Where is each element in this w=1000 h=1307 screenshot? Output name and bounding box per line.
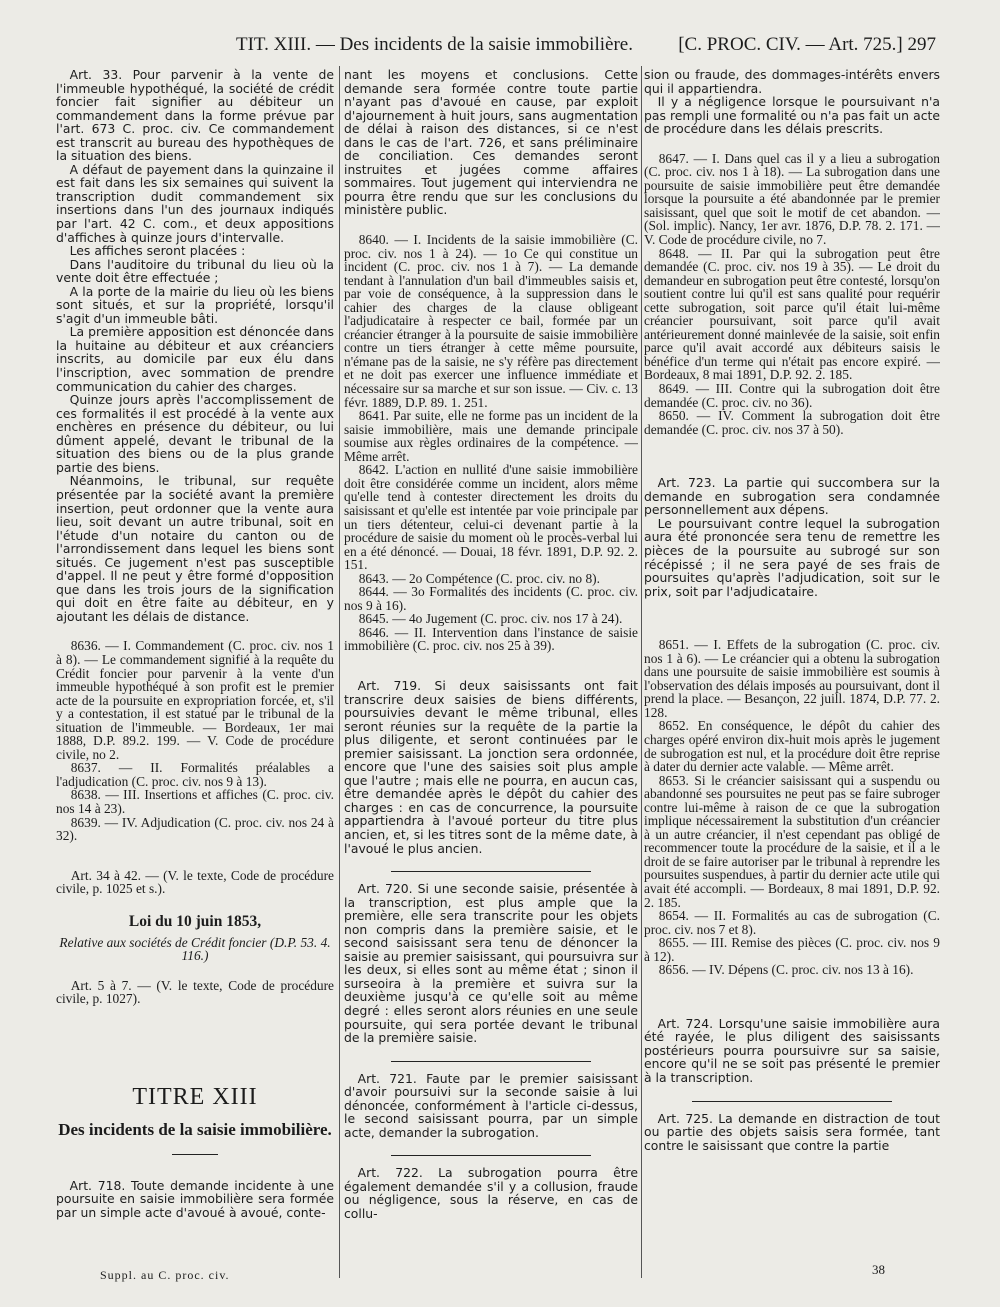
- note-8641: 8641. Par suite, elle ne forme pas un incident de la saisie immobilière, mais une demande principale soumise aux règles ordinaires de la compétence. — Même arrêt.: [344, 408, 638, 464]
- title-heading: TITRE XIII: [132, 1083, 258, 1110]
- paragraph-continued: nant les moyens et conclusions. Cette demande sera formée contre toute partie n'ayant pas d'avoué en cause, par exploit d'ajournement à huit jours, sans augmentation de délai à raison des distances, si ce n'est dans le cas de l'art. 726, et sans préliminaire de conciliation. Ces demandes seront instruites et jugées comme affaires sommaires. Tout jugement qui interviendra ne pourra être rendu que sur les conclusions du ministère public.: [344, 68, 638, 218]
- paragraph: A la porte de la mairie du lieu où les biens sont situés, et sur la propriété, lorsqu'il s'agit d'un immeuble bâti.: [56, 283, 334, 326]
- note-8643: 8643. — 2o Compétence (C. proc. civ. no 8).: [358, 570, 600, 586]
- column-divider: [641, 66, 642, 1278]
- note-8646: 8646. — II. Intervention dans l'instance de saisie immobilière (C. proc. civ. nos 25 à 39).: [344, 624, 638, 654]
- note-8652: 8652. En conséquence, le dépôt du cahier des charges opéré environ dix-huit mois après le jugement de subrogation est nul, et la procédure doit être reprise à dater du dernier acte valable. — Même arrêt.: [644, 718, 940, 775]
- title-subheading: Des incidents de la saisie immobilière.: [58, 1119, 332, 1139]
- paragraph-art-722: Art. 722. La subrogation pourra être également demandée s'il y a collusion, fraude ou négligence, sous la réserve, en cas de collu-: [344, 1165, 638, 1222]
- paragraph: La première apposition est dénoncée dans la huitaine au débiteur et aux créanciers inscrits, au domicile par eux élu dans l'inscription, avec sommation de prendre communication du cahier des charges.: [56, 324, 334, 394]
- header-title: TIT. XIII. — Des incidents de la saisie immobilière.: [236, 34, 633, 55]
- paragraph: Il y a négligence lorsque le poursuivant n'a pas rempli une formalité ou n'a pas fait un acte de procédure dans les délais prescrits.: [644, 94, 940, 137]
- paragraph-art-724: Art. 724. Lorsqu'une saisie immobilière aura été rayée, le plus diligent des saisissants postérieurs pourra poursuivre sur sa saisie, encore qu'il ne se soit pas présenté le premier à la transcription.: [644, 1015, 940, 1085]
- paragraph: A défaut de payement dans la quinzaine il est fait dans les six semaines qui suivent la transcription dudit commandement six insertions dans l'un des journaux indiqués par l'art. 42 C. com., et deux appositions d'affiches à quinze jours d'intervalle.: [56, 161, 334, 245]
- paragraph-art-723: Art. 723. La partie qui succombera sur la demande en subrogation sera condamnée personnellement aux dépens.: [644, 475, 940, 518]
- footer-sheet-number: 38: [872, 1262, 885, 1277]
- paragraph: Néanmoins, le tribunal, sur requête présentée par la société avant la première insertion, peut ordonner que la vente aura lieu, soit devant un autre tribunal, soit en l'étude d'un notaire du canton ou de l'arrondissement dans lequel les biens sont situés. Ce jugement n'est pas susceptible d'appel. Il ne peut y être formé d'opposition que dans les trois jours de la signification qui doit en être faite au débiteur, en y ajoutant les délais de distance.: [56, 473, 334, 624]
- footer-signature: Suppl. au C. proc. civ.: [100, 1268, 230, 1282]
- paragraph: Les affiches seront placées :: [69, 243, 246, 259]
- paragraph-art-725: Art. 725. La demande en distraction de tout ou partie des objets saisis sera formée, tant contre le saisissant que contre la partie: [644, 1110, 940, 1153]
- note-8644: 8644. — 3o Formalités des incidents (C. proc. civ. nos 9 à 16).: [344, 584, 638, 613]
- paragraph: Le poursuivant contre lequel la subrogation aura été prononcée sera tenu de remettre les pièces de la poursuite au subrogé sur son récépissé ; il ne sera payé de ses frais de poursuites qu'après l'adjudication, soit sur le prix, soit par l'adjudicataire.: [644, 515, 940, 599]
- paragraph-continued: sion ou fraude, des dommages-intérêts envers qui il appartiendra.: [644, 68, 940, 96]
- paragraph-art-719: Art. 719. Si deux saisissants ont fait transcrire deux saisies de biens différents, poursuivies devant le même tribunal, elles seront réunies sur la requête de la partie la plus diligente, et seront continuées par le premier saisissant. La jonction sera ordonnée, encore que l'une des saisies soit plus ample que l'autre ; mais elle ne pourra, en aucun cas, être demandée après le dépôt du cahier des charges : en cas de concurrence, la poursuite appartiendra à l'avoué porteur du titre plus ancien, et, si les titres sont de la même date, à l'avoué le plus ancien.: [344, 677, 638, 856]
- column-divider: [339, 66, 340, 1278]
- note-8654: 8654. — II. Formalités au cas de subrogation (C. proc. civ. nos 7 et 8).: [644, 908, 940, 937]
- running-header: [0, 34, 1000, 60]
- paragraph-art-720: Art. 720. Si une seconde saisie, présentée à la transcription, est plus ample que la première, elle sera transcrite pour les objets non compris dans la première saisie, et le second saisissant sera tenu de dénoncer la saisie au premier saisissant, qui poursuivra sur les deux, si elles sont au même état ; sinon il surseoira à la première et suivra sur la deuxième jusqu'à ce qu'elle soit au même degré : elles seront alors réunies en une seule poursuite, qui sera portée devant le tribunal de la première saisie.: [344, 881, 638, 1046]
- note-8636: 8636. — I. Commandement (C. proc. civ. nos 1 à 8). — Le commandement signifié à la requête du Crédit foncier pour parvenir à la vente d'un immeuble hypothéqué à son profit est le premier acte de la poursuite en expropriation forcée, et, s'il y a contestation, il est statué par le tribunal de la situation de l'immeuble. — Bordeaux, 1er mai 1888, D.P. 89.2. 199. — V. Code de procédure civile, no 2.: [56, 638, 334, 762]
- paragraph-art-718: Art. 718. Toute demande incidente à une poursuite en saisie immobilière sera formée par un simple acte d'avoué à avoué, conte-: [56, 1177, 334, 1220]
- note-8650: 8650. — IV. Comment la subrogation doit être demandée (C. proc. civ. nos 37 à 50).: [644, 408, 940, 437]
- paragraph-art-33: Art. 33. Pour parvenir à la vente de l'immeuble hypothéqué, la société de crédit foncier fait signifier au débiteur un commandement dans la forme prévue par l'art. 673 C. proc. civ. Ce commandement est transcrit au bureau des hypothèques de la situation des biens.: [56, 68, 334, 164]
- note-8653: 8653. Si le créancier saisissant qui a suspendu ou abandonné ses poursuites ne peut pas se faire subroger contre lui-même à raison de ce que la subrogation implique nécessairement la substitution d'un créancier à un autre créancier, il n'est cependant pas obligé de recommencer toute la procédure de la saisie, et il a le droit de se faire autoriser par le tribunal à reprendre les poursuites suspendues, à partir du dernier acte utile qui avait été accompli. — Bordeaux, 8 mai 1891, D.P. 92. 2. 185.: [644, 772, 940, 910]
- note-8648: 8648. — II. Par qui la subrogation peut être demandée (C. proc. civ. nos 19 à 35). — Le droit du demandeur en subrogation peut être contesté, lorsqu'on soutient contre lui qu'il est sans qualité pour requérir cette subrogation, soit parce qu'il était lui-même créancier poursuivant, soit parce qu'il avait antérieurement donné mainlevée de la saisie, soit enfin parce qu'il avait accordé aux débiteurs saisis le bénéfice d'un terme qui n'était pas encore expiré. — Bordeaux, 8 mai 1891, D.P. 92. 2. 185.: [644, 245, 940, 383]
- note-8651: 8651. — I. Effets de la subrogation (C. proc. civ. nos 1 à 6). — Le créancier qui a obtenu la subrogation dans une poursuite de saisie immobilière est soumis à l'observation des délais imposés au poursuivant, dont il prend la place. — Besançon, 22 juill. 1874, D.P. 77. 2. 128.: [644, 637, 940, 720]
- paragraph: Dans l'auditoire du tribunal du lieu où la vente doit être effectuée ;: [56, 256, 334, 286]
- note-8649: 8649. — III. Contre qui la subrogation doit être demandée (C. proc. civ. no 36).: [644, 381, 940, 410]
- paragraph: Quinze jours après l'accomplissement de ces formalités il est procédé à la vente aux enchères en présence du débiteur, ou lui dûment appelé, devant le tribunal de la situation des biens ou de la plus grande partie des biens.: [56, 392, 334, 475]
- note-8645: 8645. — 4o Jugement (C. proc. civ. nos 17 à 24).: [358, 611, 623, 627]
- column-left: [56, 68, 334, 1273]
- note-8638: 8638. — III. Insertions et affiches (C. proc. civ. nos 14 à 23).: [56, 787, 334, 816]
- law-title: Loi du 10 juin 1853,: [128, 912, 262, 930]
- note-8640: 8640. — I. Incidents de la saisie immobilière (C. proc. civ. nos 1 à 24). — 1o Ce qui constitue un incident (C. proc. civ. nos 1 à 7). — La demande tendant à l'annulation d'un bail d'immeubles saisis et, par voie de conséquence, à la suppression dans le cahier des charges de la clause obligeant l'adjudicataire à respecter ce bail, formée par un créancier étranger à la poursuite de saisie immobilière contre un tiers étranger à cette même poursuite, n'émane pas de la saisie, ne s'y réfère pas directement et ne doit pas exercer une influence immédiate et nécessaire sur sa marche et sur son issue. — Civ. c. 13 févr. 1889, D.P. 89. 1. 251.: [344, 232, 638, 410]
- paragraph-art-34-42: Art. 34 à 42. — (V. le texte, Code de procédure civile, p. 1025 et s.).: [56, 867, 334, 897]
- column-right: [644, 68, 940, 1293]
- header-article-page: [C. PROC. CIV. — Art. 725.] 297: [678, 34, 936, 55]
- law-subtitle: Relative aux sociétés de Crédit foncier (D.P. 53. 4. 116.): [59, 934, 331, 964]
- note-8647: 8647. — I. Dans quel cas il y a lieu a subrogation (C. proc. civ. nos 1 à 18). — La subrogation dans une poursuite de saisie immobilière peut être demandée lorsque la poursuite a été abandonnée par le premier saisissant, quel que soit le motif de cet abandon. — (Sol. implic). Nancy, 1er avr. 1876, D.P. 78. 2. 171. — V. Code de procédure civile, no 7.: [644, 150, 940, 248]
- note-8655: 8655. — III. Remise des pièces (C. proc. civ. nos 9 à 12).: [644, 935, 940, 964]
- note-8639: 8639. — IV. Adjudication (C. proc. civ. nos 24 à 32).: [56, 814, 334, 844]
- note-8656: 8656. — IV. Dépens (C. proc. civ. nos 13 à 16).: [658, 962, 914, 978]
- paragraph-art-5-7: Art. 5 à 7. — (V. le texte, Code de procédure civile, p. 1027).: [56, 977, 334, 1007]
- paragraph-art-721: Art. 721. Faute par le premier saisissant d'avoir poursuivi sur la seconde saisie à lui dénoncée, conformément à l'article ci-dessus, le second saisissant pourra, par un simple acte, demander la subrogation.: [344, 1070, 638, 1140]
- note-8637: 8637. — II. Formalités préalables a l'adjudication (C. proc. civ. nos 9 à 13).: [56, 760, 334, 789]
- note-8642: 8642. L'action en nullité d'une saisie immobilière doit être considérée comme un incident, alors même qu'elle tend à contester directement les droits du saisissant et qu'elle est intentée par voie principale par un tiers détenteur, celui-ci devenant partie à la procédure de saisie du moment où le procès-verbal lui en a été dénoncé. — Douai, 18 févr. 1891, D.P. 92. 2. 151.: [344, 462, 638, 573]
- column-middle: [344, 68, 638, 1293]
